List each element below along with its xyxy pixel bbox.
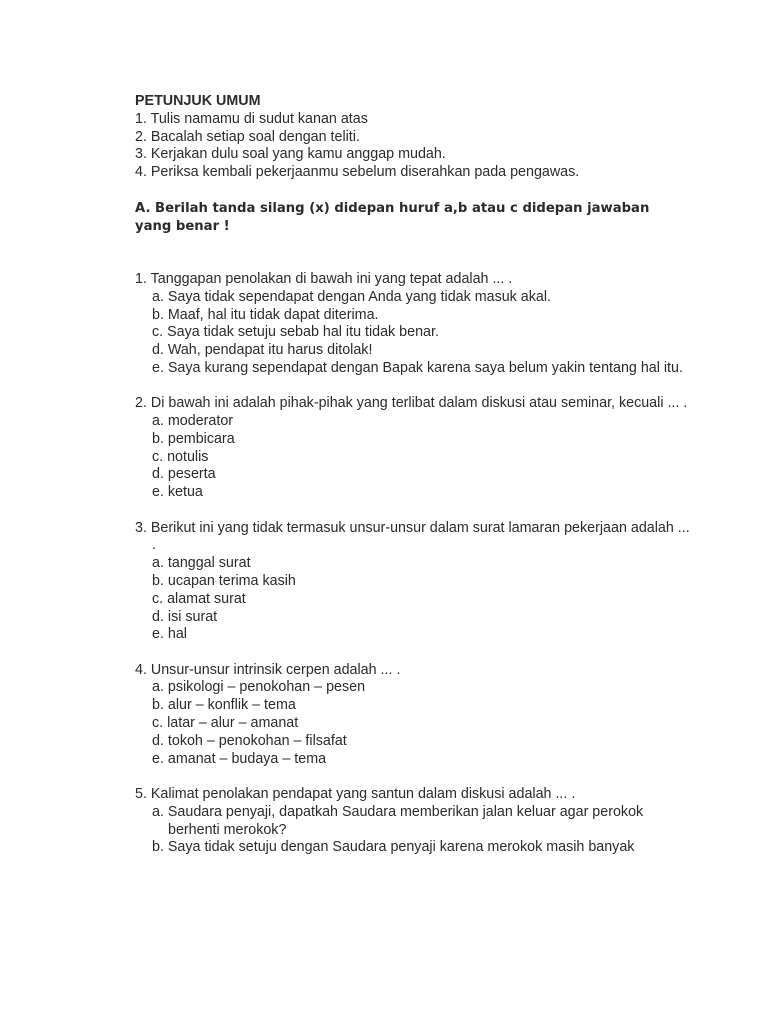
question-stem: 5. Kalimat penolakan pendapat yang santun dalam diskusi adalah ... . — [135, 785, 576, 802]
answer-option: b. alur – konflik – tema — [152, 697, 296, 714]
instruction-item: 3. Kerjakan dulu soal yang kamu anggap mudah. — [135, 146, 446, 163]
answer-option: d. tokoh – penokohan – filsafat — [152, 732, 347, 749]
answer-option: a. Saya tidak sependapat dengan Anda yang tidak masuk akal. — [152, 288, 552, 305]
general-instructions — [135, 93, 695, 182]
document-page — [135, 93, 695, 857]
answer-option: a. psikologi – penokohan – pesen — [152, 679, 366, 696]
instruction-item: 2. Bacalah setiap soal dengan teliti. — [135, 128, 360, 145]
question-1 — [135, 271, 695, 378]
question-2 — [135, 395, 695, 502]
answer-option: a. Saudara penyaji, dapatkah Saudara memberikan jalan keluar agar perokok berhenti merokok? — [152, 803, 644, 838]
answer-option: c. Saya tidak setuju sebab hal itu tidak benar. — [152, 324, 439, 341]
answer-option: e. hal — [152, 626, 187, 643]
answer-option: c. notulis — [152, 448, 209, 465]
answer-options — [135, 679, 695, 768]
question-stem: 2. Di bawah ini adalah pihak-pihak yang terlibat dalam diskusi atau seminar, kecuali ... . — [135, 395, 688, 412]
answer-options — [135, 289, 695, 378]
answer-option: a. moderator — [152, 413, 234, 430]
answer-options — [135, 413, 695, 502]
question-4 — [135, 662, 695, 769]
answer-option: b. Saya tidak setuju dengan Saudara penyaji karena merokok masih banyak — [152, 839, 635, 856]
answer-option: d. isi surat — [152, 608, 218, 625]
question-3 — [135, 520, 695, 645]
instruction-item: 4. Periksa kembali pekerjaanmu sebelum diserahkan pada pengawas. — [135, 164, 580, 181]
question-stem: 1. Tanggapan penolakan di bawah ini yang tepat adalah ... . — [135, 270, 513, 287]
question-stem: 4. Unsur-unsur intrinsik cerpen adalah ... . — [135, 661, 401, 678]
answer-option: b. ucapan terima kasih — [152, 572, 296, 589]
answer-option: b. Maaf, hal itu tidak dapat diterima. — [152, 306, 379, 323]
answer-options — [135, 804, 695, 857]
answer-option: a. tanggal surat — [152, 555, 251, 572]
question-5 — [135, 786, 695, 857]
answer-option: d. Wah, pendapat itu harus ditolak! — [152, 342, 373, 359]
answer-options — [135, 555, 695, 644]
answer-option: e. ketua — [152, 484, 203, 501]
answer-option: c. alamat surat — [152, 590, 246, 607]
section-a-instruction: A. Berilah tanda silang (x) didepan huruf a,b atau c didepan jawaban yang benar ! — [135, 200, 650, 234]
general-instructions-title: PETUNJUK UMUM — [135, 93, 261, 109]
answer-option: e. amanat – budaya – tema — [152, 750, 327, 767]
answer-option: d. peserta — [152, 466, 216, 483]
answer-option: b. pembicara — [152, 430, 235, 447]
question-stem: 3. Berikut ini yang tidak termasuk unsur-unsur dalam surat lamaran pekerjaan adalah ... . — [135, 519, 690, 554]
answer-option: c. latar – alur – amanat — [152, 715, 299, 732]
instruction-item: 1. Tulis namamu di sudut kanan atas — [135, 110, 368, 127]
answer-option: e. Saya kurang sependapat dengan Bapak karena saya belum yakin tentang hal itu. — [152, 359, 683, 376]
